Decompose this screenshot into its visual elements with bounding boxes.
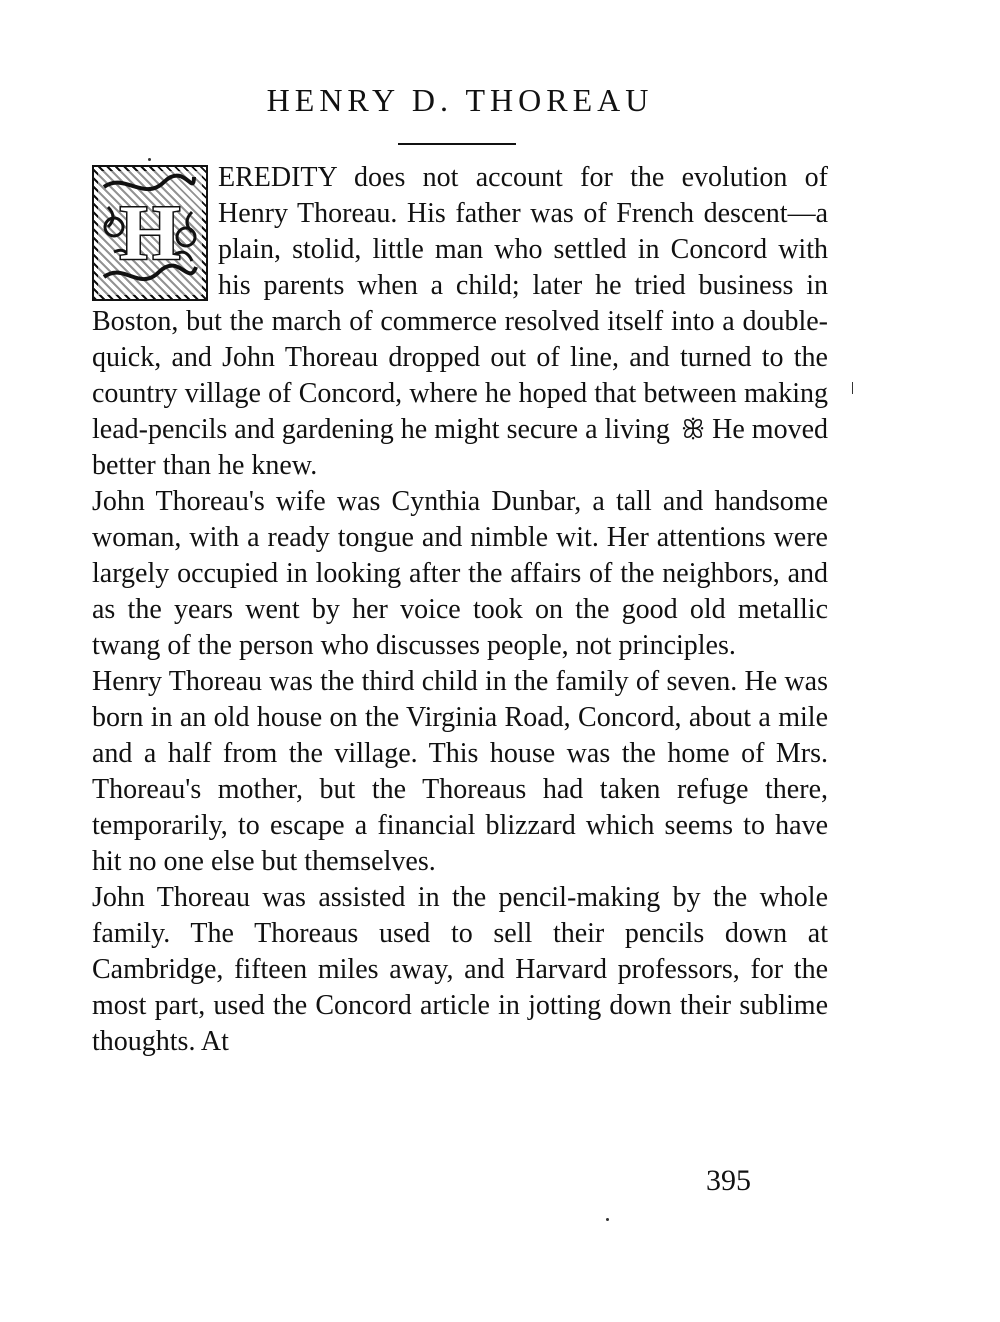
- paragraph-1-end: He moved better than he knew.: [92, 414, 828, 481]
- decorated-initial-icon: [92, 165, 208, 301]
- print-speck: [852, 382, 853, 394]
- paragraph-1-text: EREDITY does not account for the evolution of Henry Thoreau. His father was of French descent—a plain, stolid, little man who settled in Concord with his parents when a child; later he tried business in Boston, but the march of commerce resolved itself into a double-quick, and John Thoreau dropped out of line, and turned to the country village of Concord, where he hoped that between making lead-pencils and gardening he might secure a living: [92, 162, 828, 445]
- drop-cap-letter: H: [119, 189, 181, 276]
- paragraph-2: John Thoreau's wife was Cynthia Dunbar, a tall and handsome woman, with a ready tongue and nimble wit. Her attentions were largely occupied in looking after the affairs of the neighbors, and as the years went by her voice took on the good old metallic twang of the person who discusses people, not principles.: [92, 486, 828, 661]
- body-text: [92, 160, 828, 1060]
- paragraph-1: [92, 160, 828, 484]
- print-speck: [148, 158, 151, 161]
- head-rule: [398, 143, 516, 145]
- print-speck: [606, 1218, 609, 1221]
- running-head: HENRY D. THOREAU: [266, 82, 654, 118]
- paragraph-3: Henry Thoreau was the third child in the family of seven. He was born in an old house on the Virginia Road, Concord, about a mile and a half from the village. This house was the home of Mrs. Thoreau's mother, but the Thoreaus had taken refuge there, temporarily, to escape a financial blizzard which seems to have hit no one else but themselves.: [92, 666, 828, 877]
- paragraph-4: John Thoreau was assisted in the pencil-making by the whole family. The Thoreaus used to sell their pencils down at Cambridge, fifteen miles away, and Harvard professors, for the most part, used the Concord article in jotting down their sublime thoughts. At: [92, 882, 828, 1057]
- page-number: 395: [706, 1164, 751, 1197]
- leaf-ornament: ꕥ: [680, 415, 706, 444]
